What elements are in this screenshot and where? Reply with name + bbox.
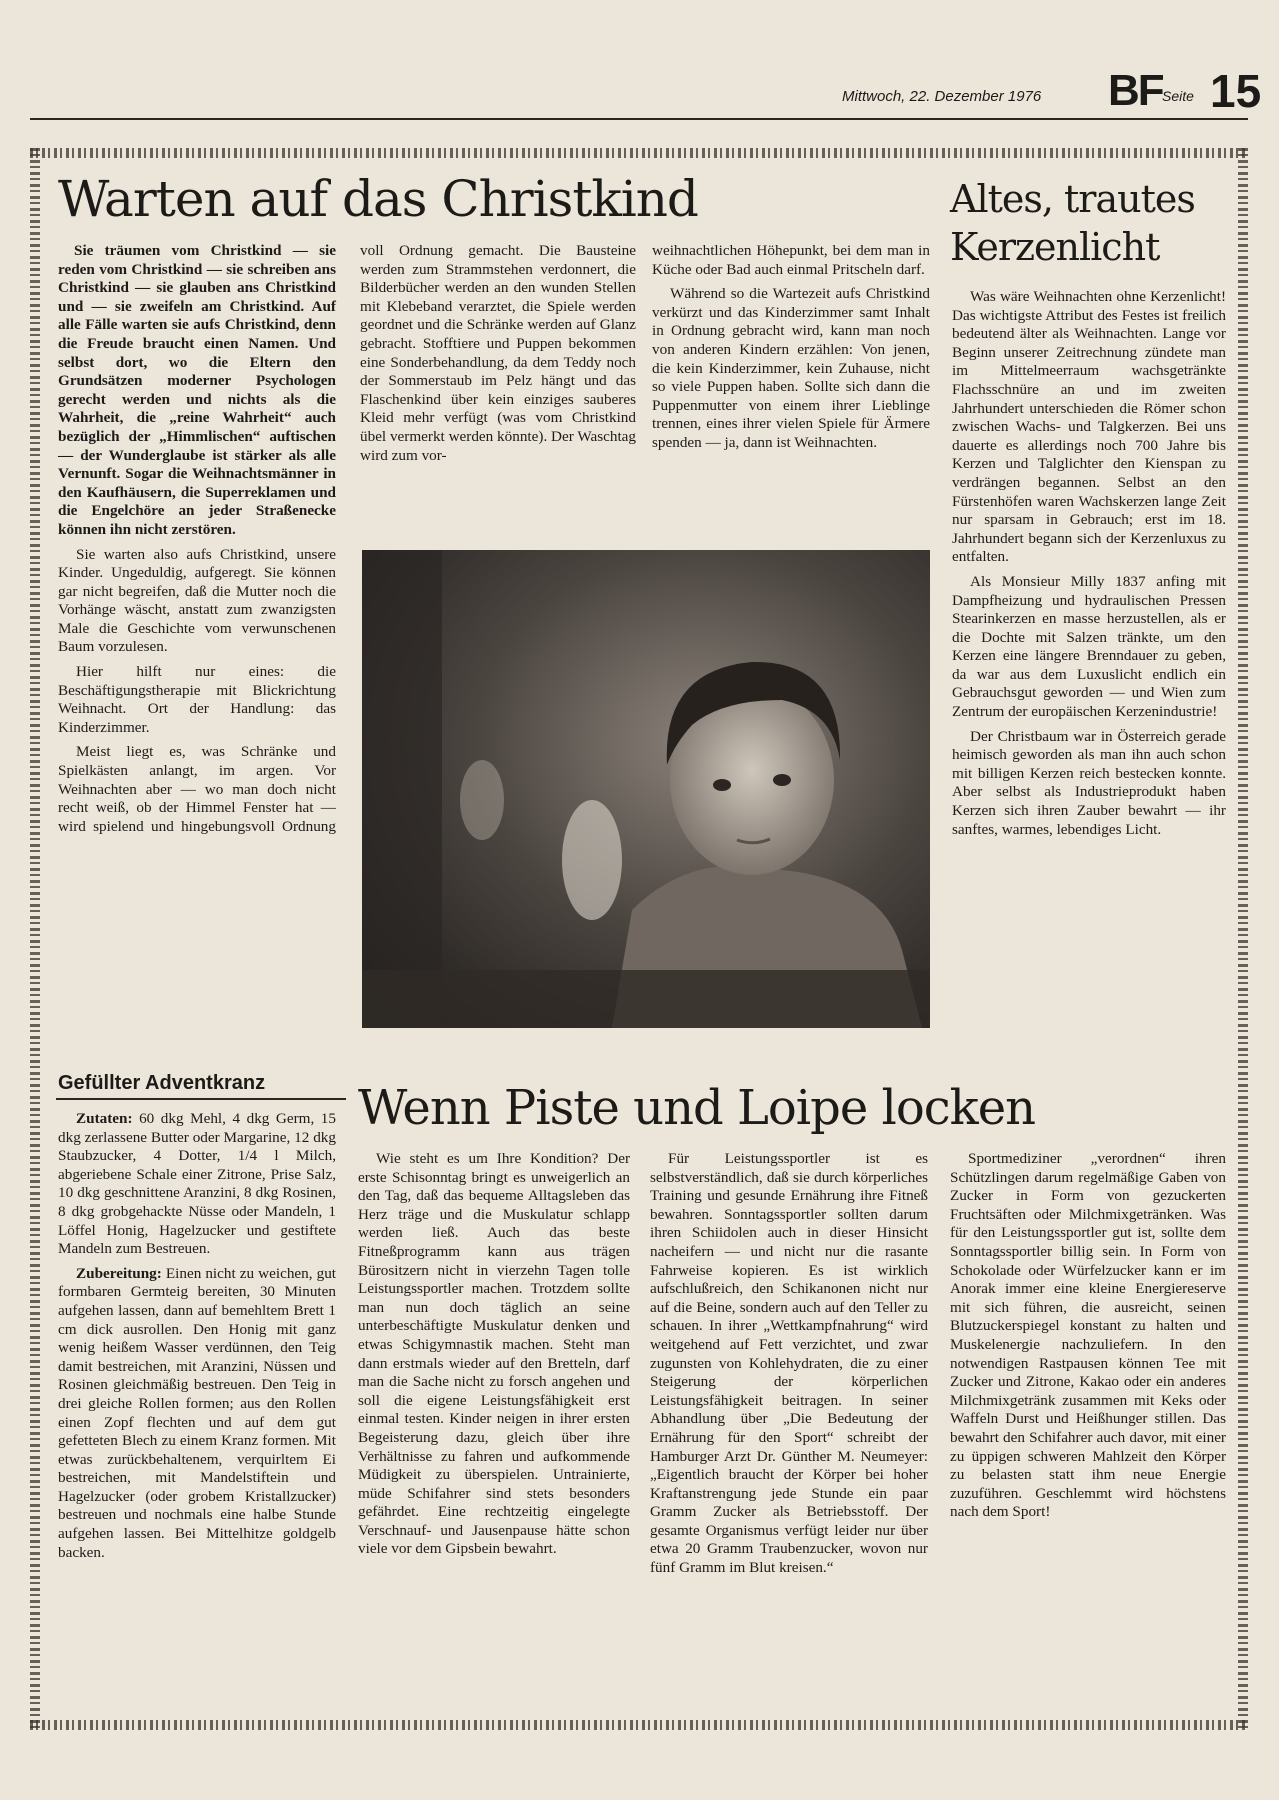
preparation-label: Zubereitung: — [76, 1264, 162, 1282]
recipe-preparation — [58, 1265, 336, 1563]
child-photo — [362, 550, 930, 1028]
christkind-column-3 — [652, 242, 930, 453]
christkind-paragraph: Meist liegt es, was Schränke und Spielkästen anlangt, im argen. Vor Weihnachten aber — wo man doch nicht recht weiß, ob der Himmel Fenster hat — wird spielend und hingebungsvoll Ordnung — [58, 743, 336, 835]
page-number: 15 — [1210, 65, 1262, 117]
ornamental-border-bottom — [30, 1720, 1248, 1730]
ornamental-border-top — [30, 148, 1248, 158]
ingredients-label: Zutaten: — [76, 1110, 133, 1127]
christkind-column-2 — [360, 242, 636, 465]
christkind-paragraph: Hier hilft nur eines: die Beschäftigungstherapie mit Blickrichtung Weihnacht. Ort der Handlung: das Kinderzimmer. — [58, 663, 336, 736]
kerzenlicht-column — [952, 288, 1226, 839]
christkind-paragraph-continued: weihnachtlichen Höhepunkt, bei dem man in Küche oder Bad auch einmal Pritscheln darf. — [652, 242, 930, 278]
christkind-paragraph-continued: voll Ordnung gemacht. Die Bausteine werden zum Strammstehen verdonnert, die Bilderbücher werden an den wunden Stellen mit Klebeband verarztet, die Spiele werden geordnet und die Schränke werden auf Glanz gebracht. Stofftiere und Puppen bekommen eine Sonderbehandlung, da dem Teddy noch der Sommerstaub im Pelz hängt und das Flaschenkind über kein einziges sauberes Kleid mehr verfügt (was vom Christkind übel vermerkt werden könnte). Der Waschtag wird zum vor- — [360, 242, 636, 464]
piste-paragraph: Wie steht es um Ihre Kondition? Der erste Schisonntag bringt es unweigerlich an den Tag, daß das bequeme Alltagsleben das Herz träge und die Muskulatur schlapp werden ließ. Auch das beste Fitneßprogramm kann aus trägen Bürositzern nicht in vierzehn Tagen tolle Leistungssportler machen. Trotzdem sollte man nun doch täglich an seine unterbeschäftigte Muskulatur denken und etwas Schigymnastik machen. Steht man dann erstmals wieder auf den Bretteln, darf man die Sache nicht zu forsch angehen und soll die eigene Leistungsfähigkeit erst einmal testen. Kinder neigen in ihrer ersten Begeisterung dazu, gleich über ihre Verhältnisse zu fahren und aufkommende Müdigkeit zu überspielen. Untrainierte, müde Schifahrer sind stets besonders gefährdet. Eine rechtzeitig eingelegte Verschnauf- und Jausenpause hätte schon viele vor dem Gipsbein bewahrt. — [358, 1150, 630, 1558]
christkind-column-1 — [58, 242, 336, 837]
piste-column-2 — [650, 1150, 928, 1578]
piste-column-3 — [950, 1150, 1226, 1522]
child-photo-image — [362, 550, 930, 1028]
recipe-column — [58, 1110, 336, 1562]
ornamental-border-left — [30, 148, 40, 1730]
issue-date: Mittwoch, 22. Dezember 1976 — [842, 88, 1042, 105]
recipe-rule — [56, 1098, 346, 1100]
headline-kerzenlicht: Altes, trautes Kerzenlicht — [950, 177, 1195, 269]
headline-christkind: Warten auf das Christkind — [58, 170, 698, 228]
piste-paragraph: Sportmediziner „verordnen“ ihren Schützlingen darum regelmäßige Gaben von Zucker in Form von gezuckerten Fruchtsäften oder Milchmixgetränken. Was für den Leistungssportler gut ist, sollte dem Sonntagssportler billig sein. In Form von Schokolade oder Würfelzucker kann er im Anorak immer eine kleine Energiereserve mit sich führen, die ausreicht, seinen Blutzuckerspiegel konstant zu halten und Muskelenergie nachzuliefern. In den notwendigen Rastpausen können Tee mit Zucker und Zitrone, Kakao oder ein anderes Milchmixgetränk zusammen mit Keks oder Waffeln Durst und Heißhunger stillen. Das bewahrt den Schifahrer auch davor, mit einer zu üppigen schweren Mahlzeit den Körper zu belasten statt ihm neue Energie zuzuführen. Geschlemmt wird höchstens nach dem Sport! — [950, 1150, 1226, 1521]
kerzenlicht-paragraph: Was wäre Weihnachten ohne Kerzenlicht! Das wichtigste Attribut des Festes ist freilich bedeutend älter als Weihnachten. Lange vor Beginn unserer Zeitrechnung zündete man im Mittelmeerraum wachsgetränkte Flachsschnüre an und im zweiten Jahrhundert unterschieden die Römer schon zwischen Wachs- und Talgkerzen. Bei uns dauerte es allerdings noch 700 Jahre bis Kerzen und Talglichter den Kienspan zu verdrängen begannen. Selbst an den Fürstenhöfen waren Wachskerzen lange Zeit nur sparsam in Gebrauch; erst im 18. Jahrhundert begann sich der Kerzenluxus zu entfalten. — [952, 288, 1226, 566]
page-label: Seite — [1162, 88, 1194, 104]
piste-paragraph: Für Leistungssportler ist es selbstverständlich, daß sie durch körperliches Training und gesunde Ernährung ihre Fitneß bewahren. Sonntagssportler sollten darum ihren Schiidolen auch in dieser Hinsicht nacheifern — und nicht nur die rasante Fahrweise kopieren. Es ist wirklich aufschlußreich, den Schikanonen nicht nur auf die Beine, sondern auch auf den Teller zu schauen. In ihrer „Wettkampfnahrung“ wird weitgehend auf Fett verzichtet, und zwar zugunsten von Kohlehydraten, die zu einer Steigerung der körperlichen Leistungsfähigkeit beitragen. In seiner Abhandlung über „Die Bedeutung der Ernährung für den Sport“ schreibt der Hamburger Arzt Dr. Günther M. Neumeyer: „Eigentlich braucht der Körper bei hoher Kraftanstrengung jede Stunde ein paar Gramm Zucker als Betriebsstoff. Der gesamte Organismus verfügt leider nur über etwa 20 Gramm Traubenzucker, wovon nur fünf Gramm im Blut kreisen.“ — [650, 1150, 928, 1577]
newspaper-logo: BF — [1108, 66, 1163, 115]
christkind-lead: Sie träumen vom Christkind — sie reden vom Christkind — sie schreiben ans Christkind — sie glauben ans Christkind und — sie zweifeln am Christkind. Auf alle Fälle warten sie aufs Christkind, denn die Freude braucht einen Namen. Und selbst dort, wo die Eltern den Grundsätzen moderner Psychologen gerecht werden und nichts als die Wahrheit, die „reine Wahrheit“ auch bezüglich der „Himmlischen“ auftischen — der Wunderglaube ist stärker als alle Vernunft. Sogar die Weihnachtsmänner in den Kaufhäusern, die Superreklamen und die Engelchöre an jeder Straßenecke können ihn nicht zerstören. — [58, 242, 336, 538]
kerzenlicht-paragraph: Als Monsieur Milly 1837 anfing mit Dampfheizung und hydraulischen Pressen Stearinkerzen en masse herzustellen, als er die Dochte mit Salzen tränkte, um den Kerzen eine längere Brenndauer zu geben, da war aus dem Luxuslicht endlich ein Gebrauchsgut geworden — und Wien zum Zentrum der europäischen Kerzenindustrie! — [952, 572, 1226, 721]
piste-column-1 — [358, 1150, 630, 1559]
kerzenlicht-paragraph: Der Christbaum war in Österreich gerade heimisch geworden als man ihn auch schon mit billigen Kerzen reich bestecken konnte. Aber selbst als Industrieprodukt haben Kerzen sich ihren Zauber bewahrt — ihr sanftes, warmes, lebendiges Licht. — [952, 727, 1226, 838]
recipe-title: Gefüllter Adventkranz — [58, 1072, 266, 1094]
recipe-ingredients — [58, 1110, 336, 1259]
masthead-rule — [30, 118, 1248, 120]
christkind-paragraph: Während so die Wartezeit aufs Christkind verkürzt und das Kinderzimmer samt Inhalt in Ordnung gebracht wird, kann man noch von anderen Kindern erzählen: Von jenen, die kein Kinderzimmer, kein Zuhause, nicht so viele Puppen haben. Sollte sich dann die Puppenmutter von einem ihrer Lieblinge trennen, eines ihrer vielen Spiele für Ärmere spenden — ja, dann ist Weihnachten. — [652, 285, 930, 451]
headline-piste: Wenn Piste und Loipe locken — [358, 1080, 1036, 1136]
ingredients-text: 60 dkg Mehl, 4 dkg Germ, 15 dkg zerlassene Butter oder Margarine, 12 dkg Staubzucker, 4 Dotter, 1/4 l Milch, abgeriebene Schale einer Zitrone, Prise Salz, 10 dkg geschnittene Aranzini, 8 dkg Rosinen, 8 dkg grobgehackte Nüsse oder Mandeln, 1 Löffel Honig, Hagelzucker und gestiftete Mandeln zum Bestreuen. — [58, 1110, 336, 1258]
christkind-paragraph: Sie warten also aufs Christkind, unsere Kinder. Ungeduldig, aufgeregt. Sie können gar nicht begreifen, daß die Mutter noch die Vorhänge wäscht, anstatt zum zwanzigsten Male die Geschichte vom verwunschenen Baum vorzulesen. — [58, 545, 336, 656]
ornamental-border-right — [1238, 148, 1248, 1730]
preparation-text: Einen nicht zu weichen, gut formbaren Germteig bereiten, 30 Minuten aufgehen lassen, dann auf bemehltem Brett 1 cm dick ausrollen. Den Honig mit ganz wenig heißem Wasser verdünnen, den Teig damit bestreichen, mit Aranzini, Nüssen und Rosinen gleichmäßig bestreuen. Den Teig in drei gleiche Rollen formen; aus den Rollen einen Zopf flechten und auf dem gut gefetteten Blech zu einem Kranz formen. Mit etwas zurückbehaltenem, verquirltem Ei bestreichen, mit Mandelstiftein und Hagelzucker (oder grobem Kristallzucker) bestreuen und nochmals eine halbe Stunde aufgehen lassen. Bei Mittelhitze goldgelb backen. — [58, 1264, 337, 1561]
